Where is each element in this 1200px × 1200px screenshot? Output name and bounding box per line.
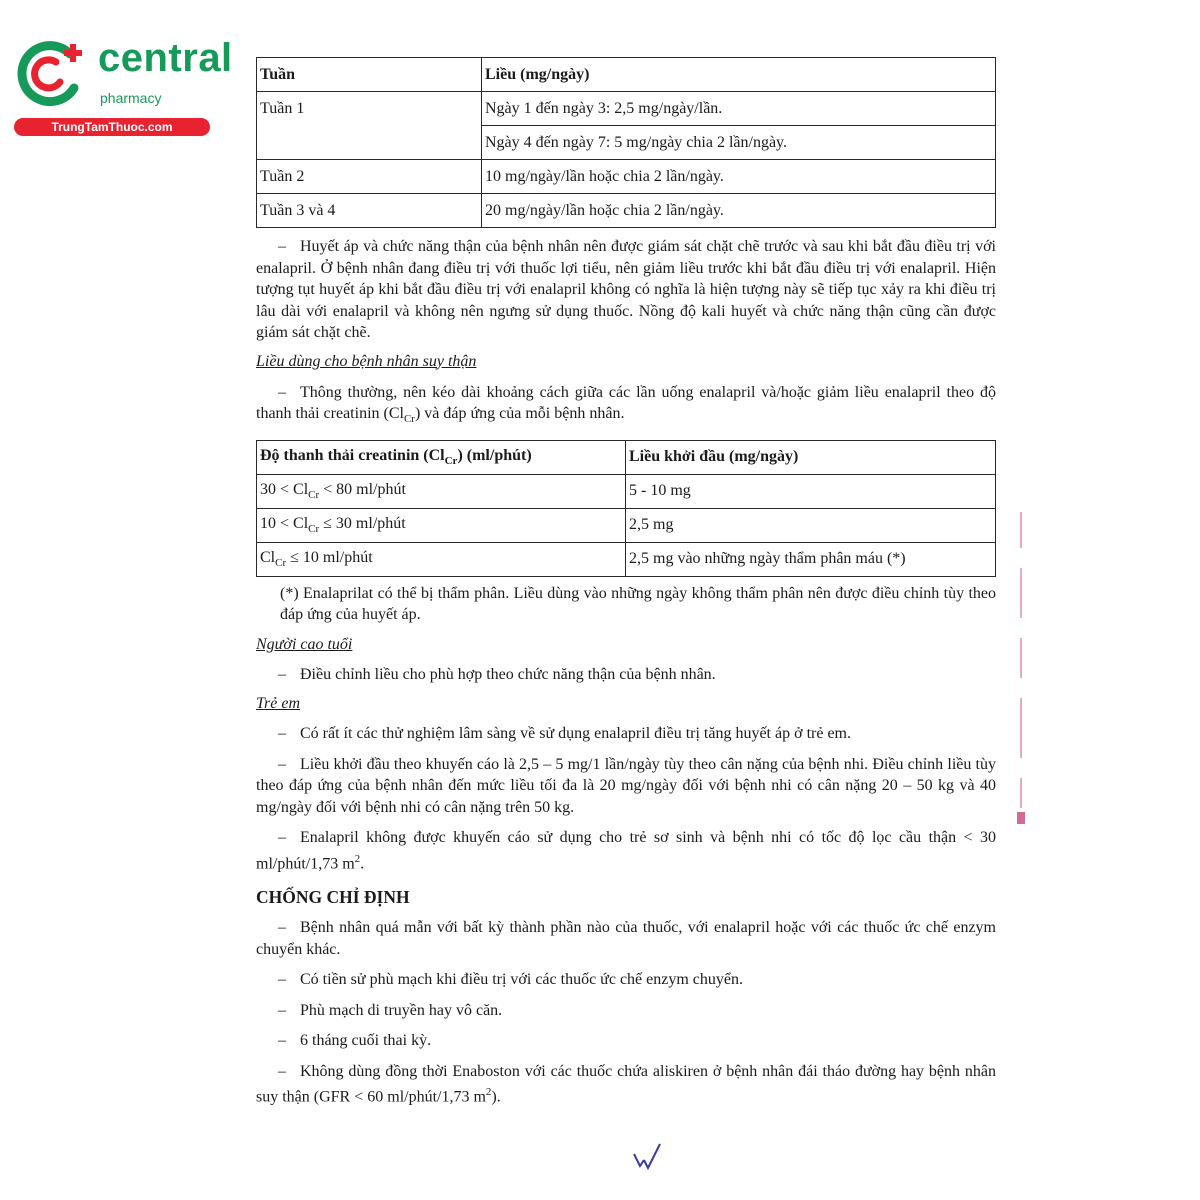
logo-brand: central	[98, 36, 233, 80]
table-row	[257, 542, 996, 576]
table-row	[257, 92, 996, 126]
table-cell-dose: 20 mg/ngày/lần hoặc chia 2 lần/ngày.	[482, 194, 996, 228]
table-row	[257, 474, 996, 508]
contraindication-item: – Không dùng đồng thời Enaboston với các thuốc chứa aliskiren ở bệnh nhân đái tháo đường hay bệnh nhân suy thận (GFR < 60 ml/phút/1,73 $m^2$).	[256, 1062, 996, 1106]
table-cell-dose: Ngày 1 đến ngày 3: 2,5 mg/ngày/lần.	[482, 92, 996, 126]
table-header-cell: Tuần	[257, 58, 482, 92]
section-title-children: Trẻ em	[256, 695, 300, 713]
paragraph-elderly: – Điều chỉnh liều cho phù hợp theo chức năng thận của bệnh nhân.	[278, 665, 716, 683]
table-header-cell: Độ thanh thải creatinin $(Cl_{Cr})$ (ml/phút)	[257, 440, 626, 474]
paragraph-children-1: – Có rất ít các thử nghiệm lâm sàng về sử dụng enalapril điều trị tăng huyết áp ở trẻ em.	[278, 725, 851, 743]
contraindication-item: – Bệnh nhân quá mẫn với bất kỳ thành phần nào của thuốc, với enalapril hoặc với các thuốc ức chế enzym chuyển khác.	[256, 919, 996, 958]
section-title-renal: Liều dùng cho bệnh nhân suy thận	[256, 352, 477, 370]
table-row	[257, 160, 996, 194]
table-cell-dose: Ngày 4 đến ngày 7: 5 mg/ngày chia 2 lần/ngày.	[482, 126, 996, 160]
table-cell-dose: 10 mg/ngày/lần hoặc chia 2 lần/ngày.	[482, 160, 996, 194]
table-cell-clearance: $10 < Cl_{Cr} \le 30$ ml/phút	[257, 508, 626, 542]
section-heading-contraindications: CHỐNG CHỈ ĐỊNH	[256, 886, 410, 907]
paragraph-children-2: – Liều khởi đầu theo khuyến cáo là 2,5 – 5 mg/1 lần/ngày tùy theo cân nặng của bệnh nhi. Điều chỉnh liều tùy theo đáp ứng của bệnh nhân đến mức liều tối đa là 20 mg/ngày đối với bệnh nhi có cân nặng 20 – 50 kg và 40 mg/ngày đối với bệnh nhi có cân nặng trên 50 kg.	[256, 755, 996, 816]
table-cell-dose: 2,5 mg vào những ngày thẩm phân máu (*)	[626, 542, 996, 576]
renal-dosage-table	[256, 440, 996, 577]
central-pharmacy-logo-icon	[12, 36, 90, 110]
table-cell-dose: 2,5 mg	[626, 508, 996, 542]
signature-mark	[630, 1140, 664, 1174]
side-stamp-mark	[1012, 508, 1030, 828]
table-cell-week: Tuần 2	[257, 160, 482, 194]
table-cell-clearance: $30 < Cl_{Cr} < 80$ ml/phút	[257, 474, 626, 508]
table-cell-week: Tuần 1	[257, 92, 482, 160]
table-header-cell: Liều khởi đầu (mg/ngày)	[626, 440, 996, 474]
logo-url[interactable]: TrungTamThuoc.com	[14, 118, 210, 136]
table-header-row	[257, 58, 996, 92]
central-pharmacy-logo	[12, 36, 233, 136]
dosage-table	[256, 57, 996, 228]
table-row	[257, 508, 996, 542]
contraindication-item: – Phù mạch di truyền hay vô căn.	[278, 1001, 503, 1019]
paragraph-renal: – Thông thường, nên kéo dài khoảng cách giữa các lần uống enalapril và/hoặc giảm liều enalapril theo độ thanh thải creatinin $(Cl_{Cr})$ và đáp ứng của mỗi bệnh nhân.	[256, 383, 996, 426]
contraindication-item: – 6 tháng cuối thai kỳ.	[278, 1032, 432, 1050]
section-title-elderly: Người cao tuổi	[256, 635, 353, 653]
paragraph-monitoring: – Huyết áp và chức năng thận của bệnh nhân nên được giám sát chặt chẽ trước và sau khi bắt đầu điều trị với enalapril. Ở bệnh nhân đang điều trị với thuốc lợi tiểu, nên giảm liều trước khi bắt đầu điều trị với enalapril. Hiện tượng tụt huyết áp khi bắt đầu điều trị với enalapril không có nghĩa là hiện tượng này sẽ tiếp tục xảy ra khi điều trị lâu dài với enalapril và không nên ngưng sử dụng thuốc. Nồng độ kali huyết và chức năng thận cũng cần được giám sát chặt chẽ.	[256, 238, 996, 341]
paragraph-children-3: – Enalapril không được khuyến cáo sử dụng cho trẻ sơ sinh và bệnh nhi có tốc độ lọc cầu thận < 30 ml/phút/1,73 $m^2$.	[256, 829, 996, 873]
table-cell-week: Tuần 3 và 4	[257, 194, 482, 228]
dialysis-note: (*) Enalaprilat có thể bị thẩm phân. Liều dùng vào những ngày không thẩm phân nên được điều chỉnh tùy theo đáp ứng của huyết áp.	[280, 584, 996, 624]
table-cell-dose: 5 - 10 mg	[626, 474, 996, 508]
table-cell-clearance: $Cl_{Cr} \le 10$ ml/phút	[257, 542, 626, 576]
table-row	[257, 194, 996, 228]
logo-sub: pharmacy	[100, 90, 162, 106]
table-header-cell: Liều (mg/ngày)	[482, 58, 996, 92]
table-header-row	[257, 440, 996, 474]
document-body	[256, 57, 996, 1108]
contraindication-item: – Có tiền sử phù mạch khi điều trị với các thuốc ức chế enzym chuyển.	[278, 971, 744, 989]
